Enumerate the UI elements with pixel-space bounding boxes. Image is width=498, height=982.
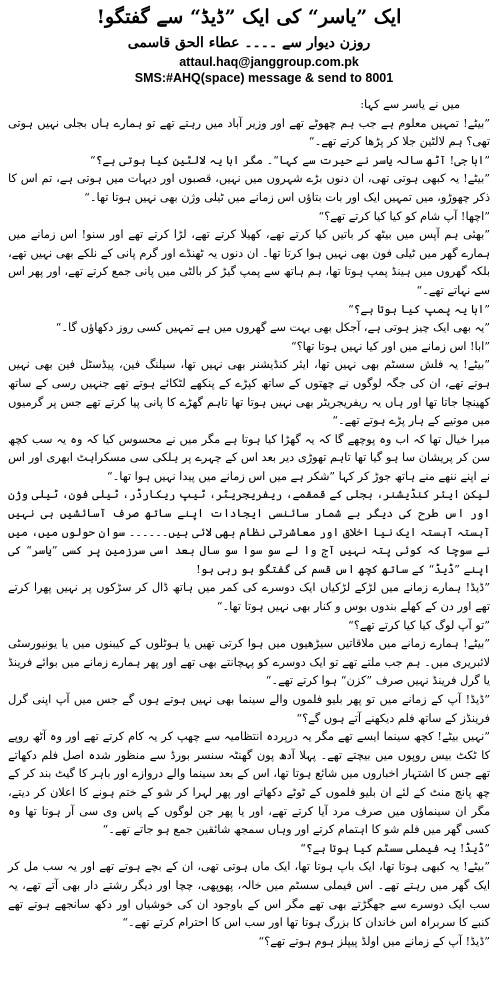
article-paragraph: ”ابا! اس زمانے میں اور کیا نہیں ہوتا تھا؟“ bbox=[290, 339, 490, 353]
sms-instructions: SMS:#AHQ(space) message & send to 8001 bbox=[134, 71, 394, 85]
article-paragraph: ”ڈیڈ! آپ کے زمانے میں تو پھر بلیو فلموں والے سینما بھی نہیں ہوتے ہوں گے جس میں آپ اپنی گرل فرینڈز کے ساتھ فلم دیکھنے آتے ہوں گے؟“ bbox=[8, 693, 490, 725]
author-email[interactable]: attaul.haq@janggroup.com.pk bbox=[179, 55, 359, 69]
article-paragraph: ”یہ بھی ایک چیز ہوتی ہے، آجکل بھی بہت سے گھروں میں ہے تمہیں کسی روز دکھاؤں گا۔“ bbox=[55, 321, 490, 335]
article-paragraph: ”ابا جی! آٹھ سالہ یاسر نے حیرت سے کہا“۔ مگر ابا یہ لالٹین کیا ہوتی ہے؟“ bbox=[89, 153, 490, 167]
article-paragraph: میرا خیال تھا کہ اب وہ پوچھے گا کہ یہ گھڑا کیا ہوتا ہے مگر میں نے محسوس کیا کہ وہ یہ سب کچھ سن کر پریشان سا ہو گیا تھا تاہم تھوڑی دیر بعد اس کے چہرے پر ہلکی سی مسکراہٹ ابھری اور اس نے اپنے ننھے منے ہاتھ جوڑ کر کہا ”شکر ہے میں اس زمانے میں پیدا نہیں ہوا تھا۔“ bbox=[8, 432, 490, 483]
article-paragraph: ”ڈیڈ! ہمارے زمانے میں لڑکے لڑکیاں ایک دوسرے کی کمر میں ہاتھ ڈال کر سڑکوں پر نہیں پھرا کرتے تھے اور دن کے کھلے بندوں بوس و کنار بھی نہیں ہوتا تھا۔“ bbox=[8, 581, 490, 614]
article-paragraph: ”نہیں بیٹے! کچھ سینما ایسے تھے مگر یہ درپردہ انتظامیہ سے چھپ کر یہ کام کرتے تھے اور وہ آٹھ روپے کا ٹکٹ بیس روپوں میں بیچتے تھے۔ پہلا آدھ پون گھنٹہ سنسر بورڈ سے منظور شدہ اصل فلم دکھاتے تھے جس کا اشتہار اخباروں میں شائع ہوتا تھا، اس کے بعد سینما والے دروازے اور باہر کا گیٹ بند کر کے چھ پانچ منٹ کے لئے ان بلیو فلموں کے ٹوٹے دکھاتے اور پھر لہرا کر شو کے ختم ہونے کا اعلان کر دیتے، مگر ان سینماؤں میں صرف مرد آیا کرتے تھے، اور یا پھر جن لوگوں کے پاس وی سی آر ہوتا تھا وہ کسی گھر میں فلم شو کا اہتمام کرتے اور وہاں سمجھ شائقین جمع ہو جاتے تھے۔“ bbox=[8, 730, 490, 837]
article-paragraph: ”بیٹے! یہ فلش سسٹم بھی نہیں تھا، ایئر کنڈیشنر بھی نہیں تھا، سیلنگ فین، پیڈسٹل فین بھی نہیں ہوتے تھے، ان کی جگہ لوگوں نے چھتوں کے ساتھ کپڑے کے پنکھے لٹکائے ہوتے تھے جنہیں رسی کے ساتھ کھینچا جاتا تھا اور ہاں یہ ریفریجریٹر بھی نہیں ہوتا تھا تاہم گھڑے کا پانی پیا کرتے تھے جس پر گرمیوں میں موتیے کے ہار پڑے ہوتے تھے۔“ bbox=[8, 358, 490, 428]
article-paragraph: ”ڈیڈ! یہ فیملی سسٹم کیا ہوتا ہے؟“ bbox=[300, 841, 490, 855]
article-paragraph: میں نے یاسر سے کہا: bbox=[360, 98, 460, 111]
article-paragraph: ”بیٹے! یہ کبھی ہوتا تھا، ایک باپ ہوتا تھا، ایک ماں ہوتی تھی، ان کے بچے ہوتے تھے اور یہ سب مل کر ایک گھر میں رہتے تھے۔ اس فیملی سسٹم میں خالہ، پھوپھی، چچا اور دیگر رشتے دار بھی آتے تھے، یہ سب ایک دوسرے سے جھگڑتے بھی تھے مگر اس کے باوجود ان کی خوشیاں اور دکھ سانجھے ہوتے تھے کنبے کا سربراہ اس خاندان کا بزرگ ہوتا تھا اور سب اس کا احترام کرتے تھے۔“ bbox=[8, 860, 490, 930]
article-paragraph: ”بیٹے! ہمارے زمانے میں ملاقاتیں سیڑھیوں میں ہوا کرتی تھیں یا ہوٹلوں کے کیبنوں میں یا یونیورسٹی لائبریری میں۔ ہم جب ملتے تھے تو ایک دوسرے کو پہچانتے بھی تھے اور پھر ہمارے زمانے میں بوائے فرینڈ یا گرل فرینڈ نہیں صرف ”کزن“ ہوا کرتے تھے۔“ bbox=[8, 637, 490, 688]
article-paragraph: لیکن ایئر کنڈیشنر، بجلی کے قمقمے، ریفریجریٹر، ٹیپ ریکارڈر، ٹیلی فون، ٹیلی وژن اور اس طرح کی دیگر بے شمار سائنسی ایجادات اپنے ساتھ صرف آسائشیں ہی نہیں آہستہ آہستہ ایک نیا اخلاق اور معاشرتی نظام بھی لائی ہیں۔۔۔۔۔۔ سوان حولوں میں، میں نے سوچا کہ کوئی پتہ نہیں آج وا لے سو سوا سو سال بعد اسی سرزمین پر کسی ”یاسر“ کی اپنے ”ڈیڈ“ کے ساتھ کچھ اس قسم کی گفتگو ہو رہی ہو! bbox=[8, 488, 490, 576]
article-paragraph: ”بھئی ہم آپس میں بیٹھ کر باتیں کیا کرتے تھے، کھیلا کرتے تھے، لڑا کرتے تھے اور سنو! اس زمانے میں ہمارے گھر میں ٹیلی فون بھی نہیں ہوا کرتا تھا۔ ان دنوں یہ ٹھنڈے اور گرم پانی کے نلکے بھی نہیں تھے، بلکہ گھروں میں ہینڈ پمپ ہوتا تھا، ہم ہاتھ سے پمپ گیڑ کر بالٹی میں پانی جمع کرتے تھے، اور پھر اس سے نہاتے تھے۔“ bbox=[8, 228, 490, 297]
article-title: ایک ”یاسر“ کی ایک ”ڈیڈ“ سے گفتگو! bbox=[96, 6, 402, 28]
article-paragraph: ”بیٹے! تمہیں معلوم ہے جب ہم چھوٹے تھے اور وزیر آباد میں رہتے تھے تو ہمارے ہاں بجلی نہیں ہوتی تھی؟ ہم لالٹین جلا کر پڑھا کرتے تھے۔“ bbox=[8, 116, 490, 149]
author-byline: روزن دیوار سے ۔۔۔۔ عطاء الحق قاسمی bbox=[127, 35, 371, 51]
article-paragraph: ”ابا یہ پمپ کیا ہوتا ہے؟“ bbox=[347, 302, 490, 316]
column-header bbox=[0, 0, 498, 86]
article-body bbox=[0, 86, 498, 951]
article-paragraph: ”ڈیڈ! آپ کے زمانے میں اولڈ پیپلز ہوم ہوتے تھے؟“ bbox=[258, 934, 490, 948]
article-paragraph: ”اچھا! آپ شام کو کیا کیا کرتے تھے؟“ bbox=[318, 209, 490, 223]
article-paragraph: ”بیٹے! یہ کبھی ہوتی تھی، ان دنوں بڑے شہروں میں نہیں، قصبوں اور دیہات میں ہوتی ہے، تم اس کا ذکر چھوڑو، میں تمہیں ایک اور بات بتاؤں اس زمانے میں ٹیلی وژن بھی نہیں ہوتا تھا۔“ bbox=[8, 172, 490, 204]
article-paragraph: ”تو آپ لوگ کیا کیا کرتے تھے؟“ bbox=[347, 618, 490, 632]
